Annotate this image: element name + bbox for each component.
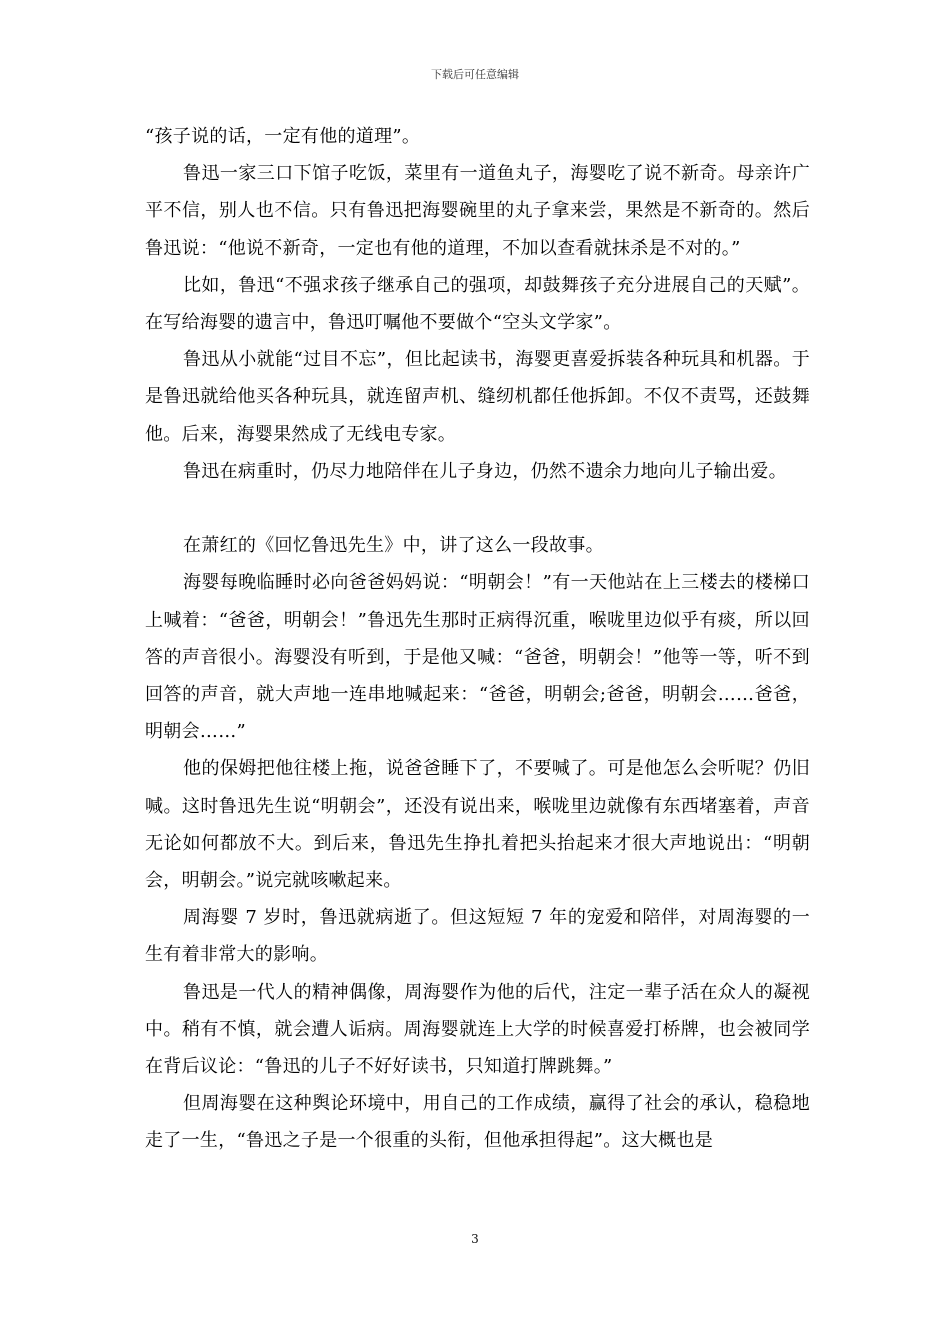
page-header: 下载后可任意编辑	[431, 68, 519, 81]
paragraph-7: 海婴每晚临睡时必向爸爸妈妈说：“明朝会！”有一天他站在上三楼去的楼梯口上喊着：“爸爸，明朝会！”鲁迅先生那时正病得沉重，喉咙里边似乎有痰，所以回答的声音很小。海婴没有听到，于是他又喊：“爸爸，明朝会！”他等一等，听不到回答的声音，就大声地一连串地喊起来：“爸爸，明朝会;爸爸，明朝会……爸爸，明朝会……”	[145, 572, 810, 743]
blank-line	[145, 490, 810, 527]
paragraph-3: 比如，鲁迅“不强求孩子继承自己的强项，却鼓舞孩子充分进展自己的天赋”。在写给海婴的遗言中，鲁迅叮嘱他不要做个“空头文学家”。	[145, 274, 810, 334]
paragraph-6: 在萧红的《回忆鲁迅先生》中，讲了这么一段故事。	[183, 535, 604, 557]
paragraph-4: 鲁迅从小就能“过目不忘”，但比起读书，海婴更喜爱拆装各种玩具和机器。于是鲁迅就给他买各种玩具，就连留声机、缝纫机都任他拆卸。不仅不责骂，还鼓舞他。后来，海婴果然成了无线电专家。	[145, 349, 810, 445]
paragraph-9: 周海婴 7 岁时，鲁迅就病逝了。但这短短 7 年的宠爱和陪伴，对周海婴的一生有着非常大的影响。	[145, 907, 810, 966]
paragraph-10: 鲁迅是一代人的精神偶像，周海婴作为他的后代，注定一辈子活在众人的凝视中。稍有不慎，就会遭人诟病。周海婴就连上大学的时候喜爱打桥牌，也会被同学在背后议论：“鲁迅的儿子不好好读书，只知道打牌跳舞。”	[145, 981, 810, 1078]
paragraph-8: 他的保姆把他往楼上拖，说爸爸睡下了，不要喊了。可是他怎么会听呢？仍旧喊。这时鲁迅先生说“明朝会”，还没有说出来，喉咙里边就像有东西堵塞着，声音无论如何都放不大。到后来，鲁迅先生挣扎着把头抬起来才很大声地说出：“明朝会，明朝会。”说完就咳嗽起来。	[145, 758, 810, 892]
paragraph-1: “孩子说的话，一定有他的道理”。	[145, 126, 421, 147]
page-number: 3	[471, 1232, 479, 1246]
paragraph-11: 但周海婴在这种舆论环境中，用自己的工作成绩，赢得了社会的承认，稳稳地走了一生，“鲁迅之子是一个很重的头衔，但他承担得起”。这大概也是	[145, 1093, 810, 1152]
body-text	[145, 118, 810, 1160]
paragraph-5: 鲁迅在病重时，仍尽力地陪伴在儿子身边，仍然不遗余力地向儿子输出爱。	[183, 460, 787, 482]
paragraph-2: 鲁迅一家三口下馆子吃饭，菜里有一道鱼丸子，海婴吃了说不新奇。母亲许广平不信，别人也不信。只有鲁迅把海婴碗里的丸子拿来尝，果然是不新奇的。然后鲁迅说：“他说不新奇，一定也有他的道理，不加以查看就抹杀是不对的。”	[145, 163, 810, 259]
